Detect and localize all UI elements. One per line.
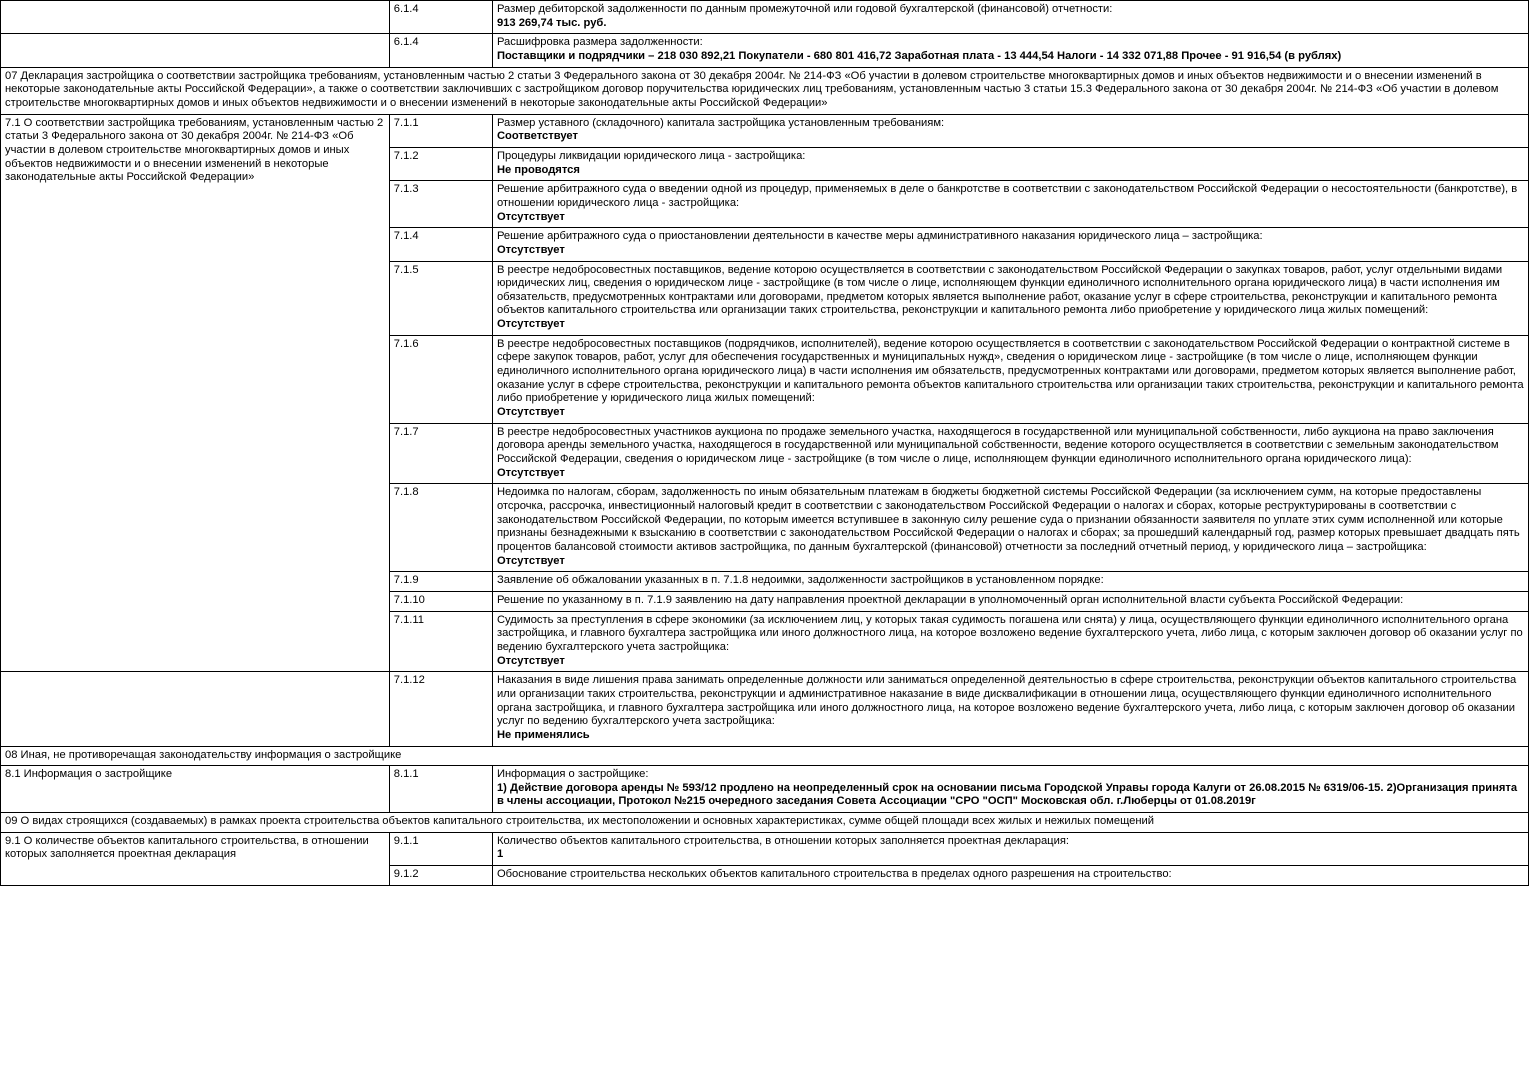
row-value: Отсутствует xyxy=(496,318,565,331)
row-label: Размер уставного (складочного) капитала застройщика установленным требованиям: xyxy=(496,116,945,129)
row-content xyxy=(492,591,1528,611)
row-content xyxy=(492,34,1528,67)
row-label: В реестре недобросовестных поставщиков, ведение которою осуществляется в соответствии с законодательством Российской Федерации о закупках товаров, работ, услуг отдельными видами юридических лиц, сведения о юридическом лице - застройщике (в том числе о лице, исполняющем функции единоличного исполнительного органа юридического лица) в части исполнения им обязательств, предусмотренных контрактами или договорами, предметом которых является выполнение работ, оказание услуг в сфере строительства, реконструкции и капитального ремонта объектов капитального строительства или организации таких строительства, реконструкции и капитального ремонта либо приобретение у юридического лица жилых помещений: xyxy=(496,263,1503,317)
row-content xyxy=(492,484,1528,572)
section-title: 08 Иная, не противоречащая законодательству информация о застройщике xyxy=(1,746,1529,766)
row-value: Отсутствует xyxy=(496,210,565,223)
row-code: 6.1.4 xyxy=(389,34,492,67)
row-label: Обоснование строительства нескольких объектов капитального строительства в пределах одного разрешения на строительство: xyxy=(496,868,1172,881)
row-content xyxy=(492,572,1528,592)
row-content xyxy=(492,423,1528,484)
row-code: 9.1.2 xyxy=(389,866,492,886)
row-label: Информация о застройщике: xyxy=(496,768,649,781)
row-left-label: 7.1 О соответствии застройщика требованиям, установленным частью 2 статьи 3 Федерального закона от 30 декабря 2004г. № 214-ФЗ «Об участии в долевом строительстве многоквартирных домов и иных объектов недвижимости и о внесении изменений в некоторые законодательные акты Российской Федерации» xyxy=(1,114,390,672)
row-code: 7.1.3 xyxy=(389,181,492,228)
section-row xyxy=(1,813,1529,833)
row-code: 7.1.2 xyxy=(389,147,492,180)
table-row xyxy=(1,34,1529,67)
row-label: Решение арбитражного суда о введении одной из процедур, применяемых в деле о банкротстве в соответствии с законодательством Российской Федерации о несостоятельности (банкротстве), в отношении юридического лица - застройщика: xyxy=(496,183,1518,209)
table-row xyxy=(1,672,1529,746)
row-code: 9.1.1 xyxy=(389,832,492,865)
row-content xyxy=(492,228,1528,261)
row-value: Отсутствует xyxy=(496,466,565,479)
row-label: Количество объектов капитального строительства, в отношении которых заполняется проектная декларация: xyxy=(496,834,1069,847)
row-code: 7.1.6 xyxy=(389,335,492,423)
row-value: 913 269,74 тыс. руб. xyxy=(496,16,607,29)
row-code: 7.1.5 xyxy=(389,261,492,335)
row-content xyxy=(492,261,1528,335)
row-code: 7.1.8 xyxy=(389,484,492,572)
row-value: Отсутствует xyxy=(496,243,565,256)
table-row xyxy=(1,766,1529,813)
row-value: 1) Действие договора аренды № 593/12 продлено на неопределенный срок на основании письма Городской Управы города Калуги от 26.08.2015 № 6319/06-15. 2)Организация принята в члены ассоциации, Протокол №215 очередного заседания Совета Ассоциации "СРО "ОСП" Московская обл. г.Люберцы от 01.08.2019г xyxy=(496,781,1518,808)
row-label: Недоимка по налогам, сборам, задолженность по иным обязательным платежам в бюджеты бюджетной системы Российской Федерации (за исключением сумм, на которые предоставлены отсрочка, рассрочка, инвестиционный налоговый кредит в соответствии с законодательством Российской Федерации о налогах и сборах, которые реструктурированы в соответствии с законодательством Российской Федерации, по которым имеется вступившее в законную силу решение суда о признании обязанности заявителя по уплате этих сумм исполненной или которые признаны безнадежными к взысканию в соответствии с законодательством Российской Федерации о налогах и сборах; за прошедший календарный год, размер которых превышает двадцать пять процентов балансовой стоимости активов застройщика, по данным бухгалтерской (финансовой) отчетности за последний отчетный период, у юридического лица – застройщика: xyxy=(496,486,1520,553)
row-left-label xyxy=(1,1,390,34)
section-title: 09 О видах строящихся (создаваемых) в рамках проекта строительства объектов капитального строительства, их местоположении и основных характеристиках, сумме общей площади всех жилых и нежилых помещений xyxy=(1,813,1529,833)
row-label: Размер дебиторской задолженности по данным промежуточной или годовой бухгалтерской (финансовой) отчетности: xyxy=(496,3,1113,15)
row-label: Решение по указанному в п. 7.1.9 заявлению на дату направления проектной декларации в уполномоченный орган исполнительной власти субъекта Российской Федерации: xyxy=(496,593,1404,606)
row-code: 6.1.4 xyxy=(389,1,492,34)
table-row xyxy=(1,114,1529,147)
row-left-label xyxy=(1,34,390,67)
row-content xyxy=(492,1,1528,34)
row-code: 8.1.1 xyxy=(389,766,492,813)
row-label: Расшифровка размера задолженности: xyxy=(496,36,703,49)
row-content xyxy=(492,766,1528,813)
row-content xyxy=(492,832,1528,865)
row-value: Не применялись xyxy=(496,728,590,741)
section-row xyxy=(1,67,1529,114)
section-title: 07 Декларация застройщика о соответствии застройщика требованиям, установленным частью 2 статьи 3 Федерального закона от 30 декабря 2004г. № 214-ФЗ «Об участии в долевом строительстве многоквартирных домов и иных объектов недвижимости и о внесении изменений в некоторые законодательные акты Российской Федерации», а также о соответствии заключивших с застройщиком договор поручительства юридических лиц требованиям, установленным частью 3 статьи 15.3 Федерального закона от 30 декабря 2004г. № 214-ФЗ «Об участии в долевом строительстве многоквартирных домов и иных объектов недвижимости и о внесении изменений в некоторые законодательные акты Российской Федерации» xyxy=(1,67,1529,114)
row-code: 7.1.9 xyxy=(389,572,492,592)
table-row xyxy=(1,832,1529,865)
row-value: Отсутствует xyxy=(496,654,565,667)
row-code: 7.1.1 xyxy=(389,114,492,147)
row-label: В реестре недобросовестных поставщиков (подрядчиков, исполнителей), ведение которою осуществляется в соответствии с законодательством Российской Федерации о контрактной системе в сфере закупок товаров, работ, услуг для обеспечения государственных и муниципальных нужд», сведения о юридическом лице - застройщике (в том числе о лице, исполняющем функции единоличного исполнительного органа юридического лица) в части исполнения им обязательств, предусмотренных контрактами или договорами, предметом которых является выполнение работ, оказание услуг в сфере строительства, реконструкции и капитального ремонта объектов капитального строительства или организации таких строительства, реконструкции и капитального ремонта либо приобретение у юридического лица жилых помещений: xyxy=(496,337,1524,405)
row-value: Поставщики и подрядчики – 218 030 892,21 Покупатели - 680 801 416,72 Заработная плата - 13 444,54 Налоги - 14 332 071,88 Прочее - 91 916,54 (в рублях) xyxy=(496,49,1342,62)
row-left-label xyxy=(1,672,390,746)
row-left-label: 8.1 Информация о застройщике xyxy=(1,766,390,813)
row-content xyxy=(492,611,1528,672)
row-content xyxy=(492,181,1528,228)
row-value: Отсутствует xyxy=(496,406,565,419)
section-row xyxy=(1,746,1529,766)
row-label: Судимость за преступления в сфере экономики (за исключением лиц, у которых такая судимость погашена или снята) у лица, осуществляющего функции единоличного исполнительного органа застройщика, и главного бухгалтера застройщика или иного должностного лица, на которое возложено ведение бухгалтерского учета, либо лица, с которым заключен договор об оказании услуг по ведению бухгалтерского учета застройщика: xyxy=(496,613,1523,653)
row-code: 7.1.7 xyxy=(389,423,492,484)
row-label: Заявление об обжаловании указанных в п. 7.1.8 недоимки, задолженности застройщиков в установленном порядке: xyxy=(496,574,1104,587)
row-label: Наказания в виде лишения права занимать определенные должности или заниматься определенной деятельностью в сфере строительства, реконструкции объектов капитального строительства или организации таких строительства, реконструкции и административное наказание в виде дисквалификации в отношении лица, осуществляющего функции единоличного исполнительного органа застройщика, и главного бухгалтера застройщика или иного должностного лица, на которое возложено ведение бухгалтерского учета, либо лица, с которым заключен договор об оказании услуг по ведению бухгалтерского учета застройщика: xyxy=(496,674,1517,728)
row-value: Отсутствует xyxy=(496,554,565,567)
row-code: 7.1.12 xyxy=(389,672,492,746)
declaration-table-body xyxy=(1,1,1529,886)
row-code: 7.1.11 xyxy=(389,611,492,672)
row-content xyxy=(492,866,1528,886)
table-row xyxy=(1,1,1529,34)
row-code: 7.1.4 xyxy=(389,228,492,261)
row-value: Соответствует xyxy=(496,130,578,143)
row-content xyxy=(492,147,1528,180)
row-content xyxy=(492,114,1528,147)
row-label: В реестре недобросовестных участников аукциона по продаже земельного участка, находящегося в государственной или муниципальной собственности, либо аукциона на право заключения договора аренды земельного участка, находящегося в государственной или муниципальной собственности, ведение которого осуществляется в соответствии с земельным законодательством Российской Федерации, сведения о юридическом лице - застройщике (в том числе о лице, исполняющем функции единоличного исполнительного органа юридического лица): xyxy=(496,425,1499,466)
row-label: Процедуры ликвидации юридического лица - застройщика: xyxy=(496,149,806,162)
row-value: Не проводятся xyxy=(496,163,580,176)
row-value: 1 xyxy=(496,848,504,861)
row-content xyxy=(492,672,1528,746)
row-left-label: 9.1 О количестве объектов капитального строительства, в отношении которых заполняется проектная декларация xyxy=(1,832,390,885)
row-code: 7.1.10 xyxy=(389,591,492,611)
row-label: Решение арбитражного суда о приостановлении деятельности в качестве меры административного наказания юридического лица – застройщика: xyxy=(496,230,1263,243)
row-content xyxy=(492,335,1528,423)
